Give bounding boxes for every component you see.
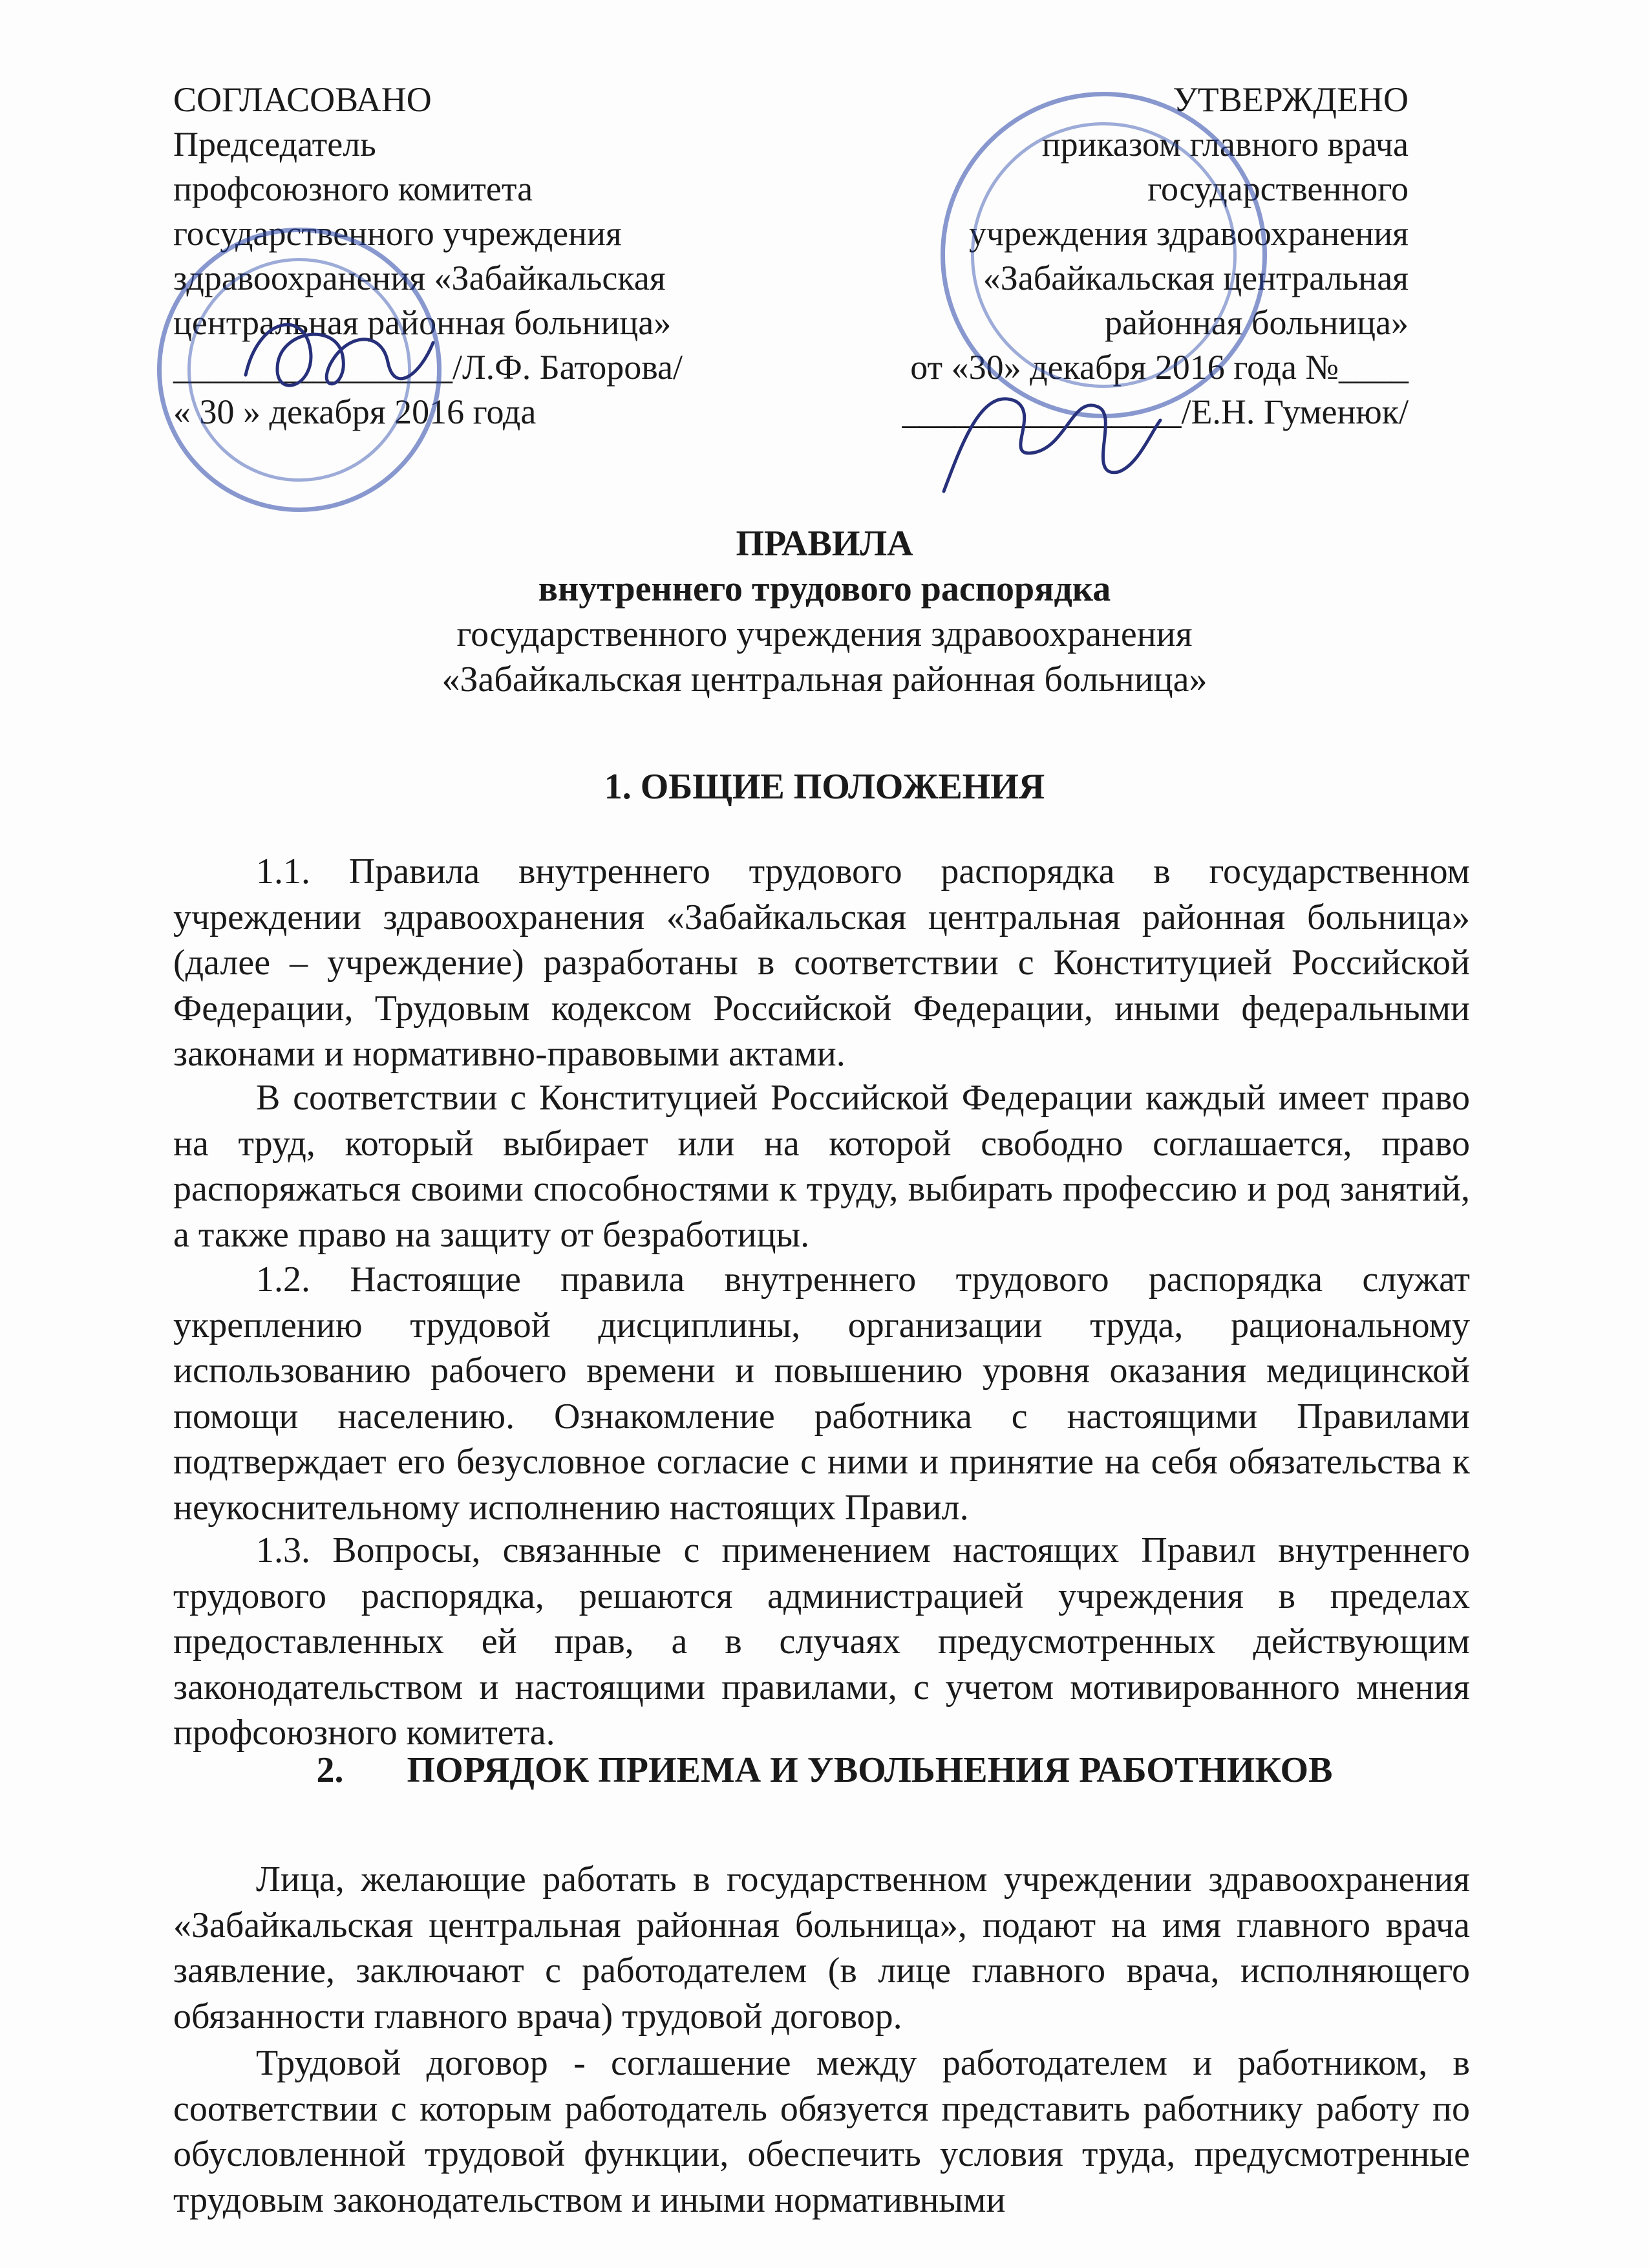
title-line-org: государственного учреждения здравоохранения [456, 614, 1193, 654]
approval-right-line: «Забайкальская центральная [983, 259, 1409, 297]
section-2-paragraph: Трудовой договор - соглашение между работодателем и работником, в соответствии с которым работодатель обязуется представить работнику работу по обусловленной трудовой функции, обеспечить условия труда, предусмотренные трудовым законодательством и иными нормативными [173, 2043, 1470, 2220]
approval-left-line: профсоюзного комитета [173, 169, 533, 208]
title-line-org-name: «Забайкальская центральная районная больница» [442, 659, 1207, 700]
approval-left-signature-line: ________________/Л.Ф. Баторова/ [173, 348, 683, 387]
approval-left-line: здравоохранения «Забайкальская [173, 259, 666, 297]
approval-left-line: государственного учреждения [173, 214, 622, 253]
approval-left-line: центральная районная больница» [173, 303, 672, 342]
section-2-paragraph: Лица, желающие работать в государственном учреждении здравоохранения «Забайкальская центральная районная больница», подают на имя главного врача заявление, заключают с работодателем (в лице главного врача, исполняющего обязанности главного врача) трудовой договор. [173, 1859, 1470, 2037]
section-1-paragraph: 1.2. Настоящие правила внутреннего трудового распорядка служат укреплению трудовой дисциплины, организации труда, рациональному использованию рабочего времени и повышению уровня оказания медицинской помощи населению. Ознакомление работника с настоящими Правилами подтверждает его безусловное согласие с ними и принятие на себя обязательства к неукоснительному исполнению настоящих Правил. [173, 1259, 1470, 1528]
title-line-subject: внутреннего трудового распорядка [538, 569, 1111, 609]
approval-right-signature-line: ________________/Е.Н. Гуменюк/ [902, 392, 1409, 431]
section-2-heading: 2. ПОРЯДОК ПРИЕМА И УВОЛЬНЕНИЯ РАБОТНИКОВ [316, 1750, 1333, 1790]
section-1-paragraph: 1.3. Вопросы, связанные с применением настоящих Правил внутреннего трудового распорядка, решаются администрацией учреждения в пределах предоставленных ей прав, а в случаях предусмотренных действующим законодательством и настоящими правилами, с учетом мотивированного мнения профсоюзного комитета. [173, 1530, 1470, 1753]
section-1-paragraph: 1.1. Правила внутреннего трудового распорядка в государственном учреждении здравоохранения «Забайкальская центральная районная больница» (далее – учреждение) разработаны в соответствии с Конституцией Российской Федерации, Трудовым кодексом Российской Федерации, иными федеральными законами и нормативно-правовыми актами. [173, 851, 1470, 1074]
approval-right-heading: УТВЕРЖДЕНО [1173, 80, 1409, 119]
approval-left-line: Председатель [173, 125, 376, 164]
section-1-paragraph: В соответствии с Конституцией Российской Федерации каждый имеет право на труд, который выбирает или на которой свободно соглашается, право распоряжаться своими способностями к труду, выбирать профессию и род занятий, а также право на защиту от безработицы. [173, 1078, 1470, 1255]
approval-right-line: учреждения здравоохранения [968, 214, 1409, 253]
section-1-heading: 1. ОБЩИЕ ПОЛОЖЕНИЯ [604, 767, 1045, 807]
approval-right-line: районная больница» [1105, 303, 1409, 342]
approval-left-heading: СОГЛАСОВАНО [173, 80, 432, 119]
title-line-rules: ПРАВИЛА [736, 524, 913, 564]
hospital-seal-stamp [941, 92, 1267, 418]
approval-right-line: государственного [1147, 169, 1409, 208]
document-title [0, 521, 1649, 702]
approval-right-line: приказом главного врача [1041, 125, 1409, 164]
approval-right-date: от «30» декабря 2016 года №____ [910, 348, 1409, 387]
approval-left-date: « 30 » декабря 2016 года [173, 392, 537, 431]
trade-union-stamp [157, 228, 442, 512]
